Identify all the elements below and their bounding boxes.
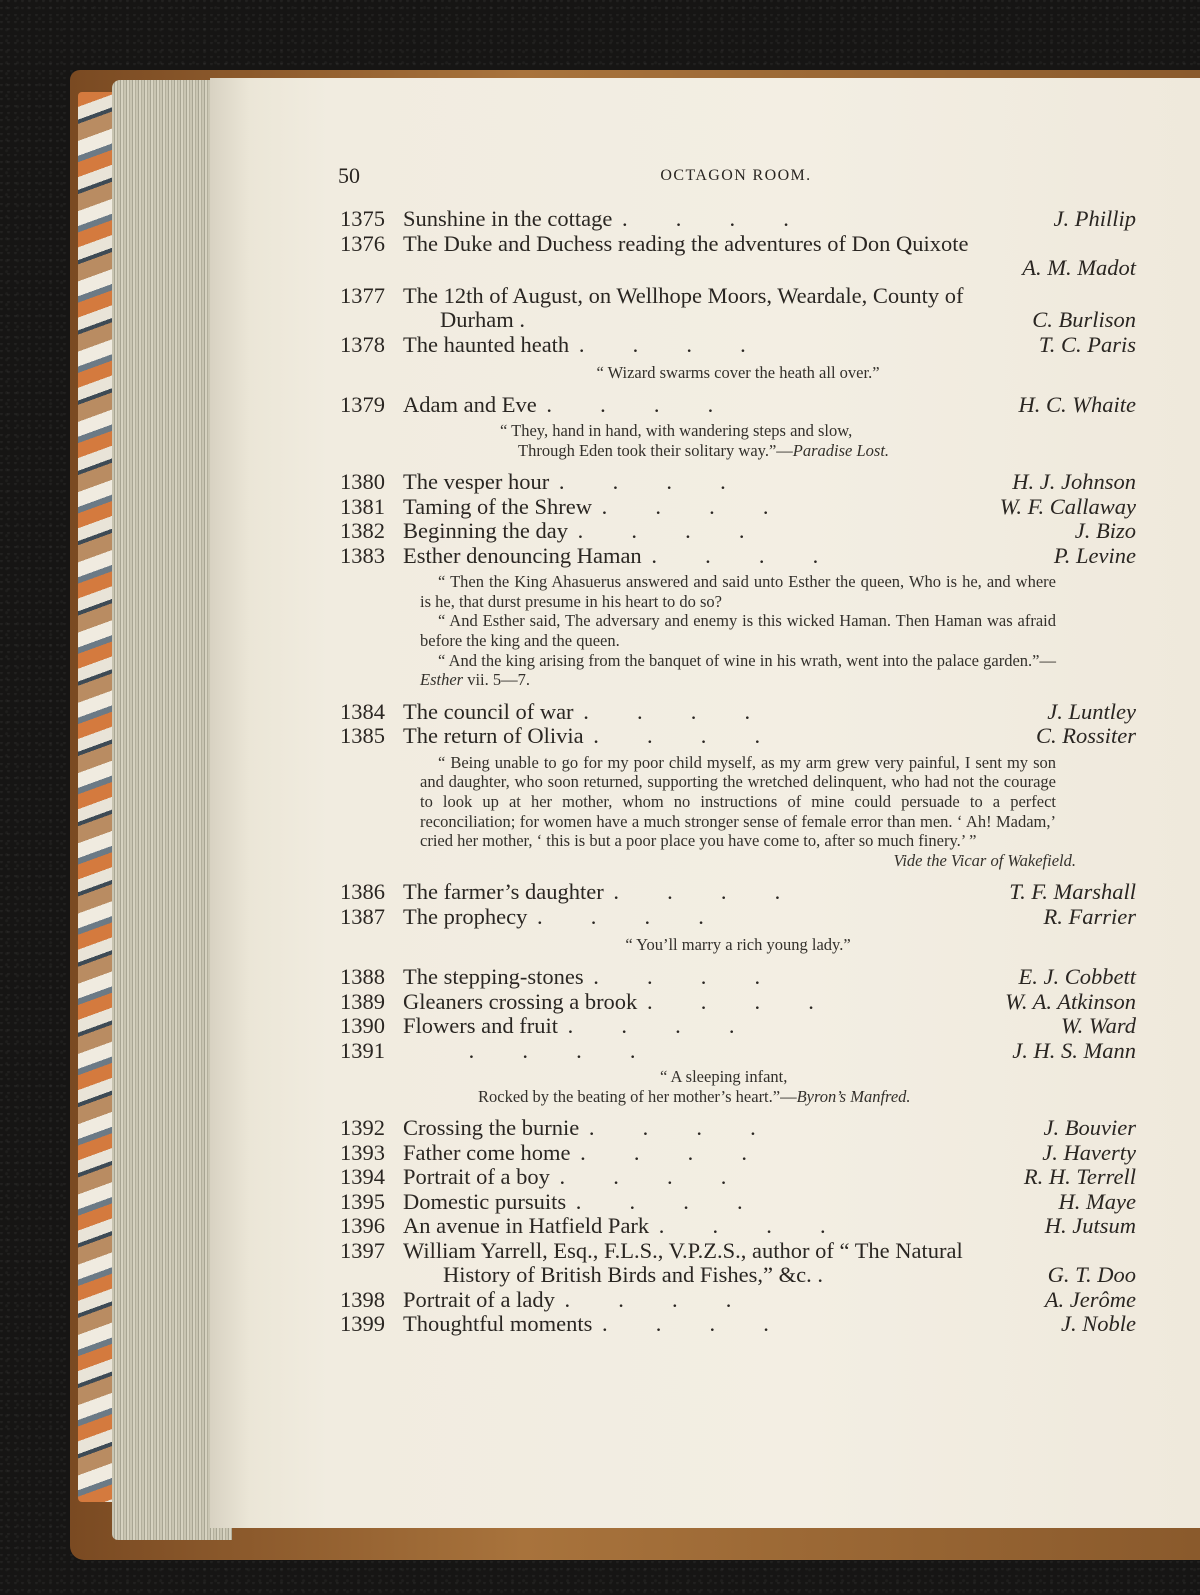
entry-title: William Yarrell, Esq., F.L.S., V.P.Z.S., author of “ The Natural: [403, 1237, 963, 1263]
quote-source: Vide the Vicar of Wakefield.: [893, 850, 1076, 870]
catalogue-entry: [340, 1014, 1136, 1039]
entry-number: 1390: [340, 1013, 385, 1038]
catalogue-entry: [340, 1239, 1136, 1288]
entry-title: Taming of the Shrew .: [403, 495, 1136, 520]
entry-title: The stepping-stones .: [403, 965, 1136, 990]
quote-paragraph: “ Then the King Ahasuerus answered and said unto Esther the queen, Who is he, and where is he, that durst presume in his heart to do so?: [420, 572, 1056, 611]
entry-title: The 12th of August, on Wellhope Moors, Weardale, County of: [403, 282, 964, 308]
entry-title: Beginning the day .: [403, 519, 1136, 544]
catalogue-entry: [340, 519, 1136, 544]
catalogue-entry: [340, 965, 1136, 990]
entry-number: 1388: [340, 964, 385, 989]
entry-number: 1398: [340, 1286, 385, 1312]
quote-source: Esther: [420, 670, 464, 690]
catalogue-entry: [340, 544, 1136, 569]
entry-title: Portrait of a boy .: [403, 1165, 1136, 1190]
catalogue-entry: [340, 470, 1136, 495]
entry-title: An avenue in Hatfield Park .: [403, 1214, 1136, 1239]
page-number: 50: [338, 163, 360, 188]
entry-artist: J. Noble: [1061, 1311, 1136, 1337]
catalogue-entry: [340, 1116, 1136, 1141]
entry-number: 1380: [340, 469, 385, 495]
entry-artist: H. Maye: [1058, 1188, 1136, 1214]
entry-number: 1393: [340, 1139, 385, 1165]
running-head: OCTAGON ROOM.: [660, 167, 812, 184]
quote-line: Rocked by the beating of her mother’s heart.”—Byron’s Manfred.: [478, 1086, 911, 1106]
entry-number: 1392: [340, 1115, 385, 1141]
entry-artist: C. Burlison: [1032, 307, 1136, 332]
entry-artist: J. Bizo: [1074, 518, 1136, 544]
entry-number: 1385: [340, 723, 385, 749]
quotation: “ You’ll marry a rich young lady.”: [625, 935, 851, 955]
catalogue-list: [340, 207, 1136, 1337]
catalogue-entry: [340, 1190, 1136, 1215]
entry-number: 1383: [340, 542, 385, 568]
catalogue-entry: [340, 284, 1136, 333]
entry-number: 1382: [340, 518, 385, 544]
entry-number: 1376: [340, 230, 385, 256]
entry-title: The prophecy .: [403, 905, 1136, 930]
entry-artist: W. A. Atkinson: [1005, 988, 1136, 1014]
entry-artist: T. F. Marshall: [1009, 879, 1136, 905]
catalogue-entry: [340, 905, 1136, 930]
catalogue-entry: [340, 1141, 1136, 1166]
entry-artist: J. Luntley: [1047, 698, 1136, 724]
entry-title: The return of Olivia .: [403, 724, 1136, 749]
entry-artist: T. C. Paris: [1038, 331, 1136, 357]
entry-title: The council of war .: [403, 700, 1136, 725]
entry-number: 1396: [340, 1213, 385, 1239]
quote-line: “ A sleeping infant,: [660, 1067, 788, 1086]
quotation: [460, 1067, 1056, 1106]
entry-artist: J. Haverty: [1042, 1139, 1136, 1165]
entry-title: Gleaners crossing a brook .: [403, 990, 1136, 1015]
entry-title: The farmer’s daughter .: [403, 880, 1136, 905]
entry-artist: W. F. Callaway: [999, 493, 1136, 519]
entry-artist: G. T. Doo: [1047, 1262, 1136, 1288]
entry-artist: H. J. Johnson: [1012, 469, 1136, 495]
entry-number: 1375: [340, 206, 385, 231]
quotation: [420, 752, 1076, 871]
catalogue-entry: [340, 1288, 1136, 1313]
catalogue-entry: [340, 207, 1136, 232]
entry-number: 1397: [340, 1237, 385, 1263]
entry-artist: C. Rossiter: [1035, 723, 1136, 749]
entry-artist: R. H. Terrell: [1023, 1164, 1136, 1190]
entry-number: 1384: [340, 698, 385, 724]
quote-source: Paradise Lost.: [792, 440, 890, 460]
entry-artist: J. H. S. Mann: [1012, 1037, 1136, 1063]
quote-line: Through Eden took their solitary way.”—Paradise Lost.: [518, 440, 890, 460]
entry-number: 1394: [340, 1164, 385, 1190]
entry-title: The vesper hour .: [403, 470, 1136, 495]
entry-artist: H. Jutsum: [1044, 1213, 1136, 1239]
entry-number: 1399: [340, 1311, 385, 1337]
catalogue-entry: [340, 1312, 1136, 1337]
page-header: [338, 163, 1134, 187]
entry-title: Esther denouncing Haman .: [403, 544, 1136, 569]
catalogue-entry: [340, 990, 1136, 1015]
entry-number: 1389: [340, 988, 385, 1014]
catalogue-entry: [340, 393, 1136, 418]
catalogue-entry: [340, 1039, 1136, 1064]
entry-artist: A. M. Madot: [1022, 255, 1136, 280]
entry-title: Thoughtful moments .: [403, 1312, 1136, 1337]
entry-title: Portrait of a lady .: [403, 1288, 1136, 1313]
quote-paragraph: “ And the king arising from the banquet of wine in his wrath, went into the palace garden.”—Esther vii. 5—7.: [420, 650, 1056, 690]
quote-source: Byron’s Manfred.: [796, 1086, 911, 1106]
quotation: “ Wizard swarms cover the heath all over.”: [596, 363, 880, 382]
entry-title: Flowers and fruit .: [403, 1014, 1136, 1039]
entry-number: 1379: [340, 391, 385, 417]
entry-title: Adam and Eve .: [403, 393, 1136, 418]
entry-title-continued: Durham .: [440, 307, 525, 332]
catalogue-entry: [340, 1165, 1136, 1190]
quotation: [420, 572, 1056, 690]
entry-number: 1378: [340, 331, 385, 357]
entry-artist: P. Levine: [1053, 542, 1136, 568]
quote-reference: vii. 5—7.: [463, 670, 531, 690]
entry-number: 1377: [340, 282, 385, 308]
quote-line: “ They, hand in hand, with wandering steps and slow,: [500, 421, 853, 441]
entry-title: The haunted heath .: [403, 333, 1136, 358]
entry-title: The Duke and Duchess reading the adventures of Don Quixote: [403, 230, 969, 256]
entry-number: 1391: [340, 1037, 385, 1063]
catalogue-entry: [340, 724, 1136, 749]
catalogue-entry: [340, 880, 1136, 905]
entry-title: Crossing the burnie .: [403, 1116, 1136, 1141]
entry-artist: A. Jerôme: [1044, 1286, 1136, 1312]
catalogue-entry: [340, 700, 1136, 725]
entry-number: 1381: [340, 493, 385, 519]
catalogue-entry: [340, 1214, 1136, 1239]
catalogue-entry: [340, 333, 1136, 358]
entry-artist: J. Phillip: [1053, 206, 1136, 231]
catalogue-entry: [340, 232, 1136, 281]
catalogue-entry: [340, 495, 1136, 520]
entry-title: Domestic pursuits .: [403, 1190, 1136, 1215]
entry-artist: R. Farrier: [1043, 903, 1136, 929]
entry-artist: E. J. Cobbett: [1018, 964, 1136, 989]
quotation: [500, 421, 1056, 460]
entry-title-continued: History of British Birds and Fishes,” &c. .: [443, 1262, 823, 1288]
entry-title: Sunshine in the cottage .: [403, 207, 1136, 232]
entry-artist: W. Ward: [1060, 1013, 1136, 1038]
entry-title: Father come home .: [403, 1141, 1136, 1166]
entry-number: 1387: [340, 903, 385, 929]
entry-artist: H. C. Whaite: [1018, 391, 1136, 417]
entry-number: 1386: [340, 879, 385, 905]
entry-artist: J. Bouvier: [1043, 1115, 1136, 1141]
entry-number: 1395: [340, 1188, 385, 1214]
quote-paragraph: “ And Esther said, The adversary and enemy is this wicked Haman. Then Haman was afraid before the king and the queen.: [420, 611, 1056, 651]
quote-paragraph: “ Being unable to go for my poor child myself, as my arm grew very painful, I sent my son and daughter, who soon returned, supporting the wretched delinquent, who had not the courage to look up at her mother, whom no instructions of mine could persuade to a perfect reconciliation; for women have a much stronger sense of female error than men. ‘ Ah! Madam,’ cried her mother, ‘ this is but a poor place you have come to, after so much finery.’ ”: [420, 752, 1056, 851]
